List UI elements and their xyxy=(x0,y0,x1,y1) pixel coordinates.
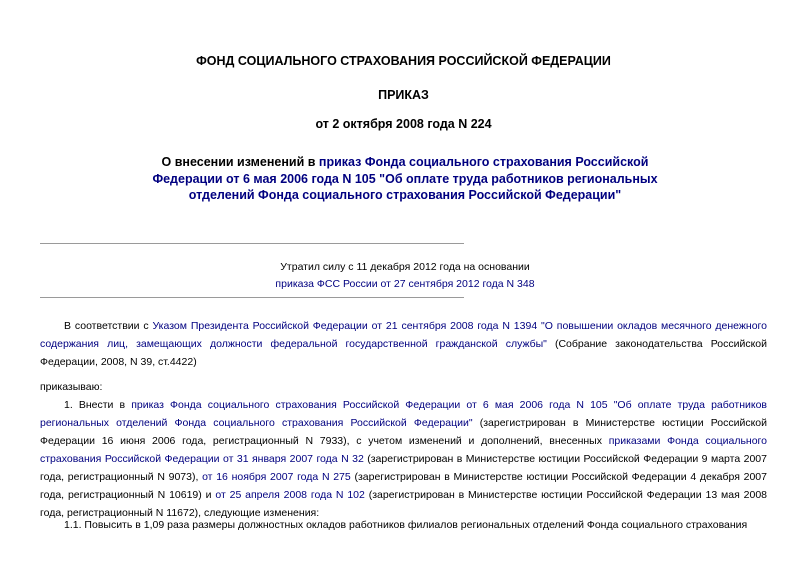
document-date-heading: от 2 октября 2008 года N 224 xyxy=(315,117,492,131)
decree-link[interactable]: Указом Президента Российской Федерации от 21 сентября 2008 года N 1394 "О повышении окладов месячного денежного содержания лиц, замещающих должности федеральной государственной гражданской службы" xyxy=(40,320,767,350)
status-note: Утратил силу с 11 декабря 2012 года на основании xyxy=(280,261,530,273)
p2-text-a: 1. Внести в xyxy=(64,399,132,411)
divider-top xyxy=(40,243,464,244)
p2-text-b: (зарегистрирован в Министерстве юстиции Российской Федерации 16 июня 2006 года, регистрационный N 7933), с учетом изменений и дополнений, внесенных xyxy=(40,417,768,447)
paragraph-item-1 xyxy=(40,396,767,522)
title-link[interactable]: приказ Фонда социального страхования Российской Федерации от 6 мая 2006 года N 105 "Об оплате труда работников региональных отделений Фонда социального страхования Российской Федерации" xyxy=(152,155,658,202)
paragraph-basis xyxy=(40,317,767,371)
p1-text-a: В соответствии с xyxy=(64,320,153,332)
paragraph-item-1-1: 1.1. Повысить в 1,09 раза размеры должностных окладов работников филиалов региональных отделений Фонда социального страхования xyxy=(64,519,748,531)
order-word: приказываю: xyxy=(40,381,103,393)
p2-text-d: (зарегистрирован в Министерстве юстиции Российской Федерации 4 декабря 2007 года, регистрационный N 10619) и xyxy=(40,471,767,501)
title-prefix: О внесении изменений в xyxy=(161,155,319,169)
p2-text-e: (зарегистрирован в Министерстве юстиции Российской Федерации 13 мая 2008 года, регистрационный N 11672), следующие изменения: xyxy=(40,489,768,519)
order-105-link[interactable]: приказ Фонда социального страхования Российской Федерации от 6 мая 2006 года N 105 "Об оплате труда работников региональных отделений Фонда социального страхования Российской Федерации" xyxy=(40,399,767,429)
p1-text-b: (Собрание законодательства Российской Федерации, 2008, N 39, ст.4422) xyxy=(40,338,767,368)
organization-heading: ФОНД СОЦИАЛЬНОГО СТРАХОВАНИЯ РОССИЙСКОЙ ФЕДЕРАЦИИ xyxy=(196,54,611,68)
document-type-heading: ПРИКАЗ xyxy=(378,88,429,102)
order-102-link[interactable]: от 25 апреля 2008 года N 102 xyxy=(215,489,365,501)
document-title xyxy=(150,154,660,204)
order-32-link[interactable]: приказами Фонда социального страхования Российской Федерации от 31 января 2007 года N 32 xyxy=(40,435,767,465)
p2-text-c: (зарегистрирован в Министерстве юстиции Российской Федерации 9 марта 2007 года, регистрационный N 9073), xyxy=(40,453,767,483)
status-note-link[interactable]: приказа ФСС России от 27 сентября 2012 года N 348 xyxy=(275,278,535,290)
divider-bottom xyxy=(40,297,464,298)
order-275-link[interactable]: от 16 ноября 2007 года N 275 xyxy=(202,471,351,483)
